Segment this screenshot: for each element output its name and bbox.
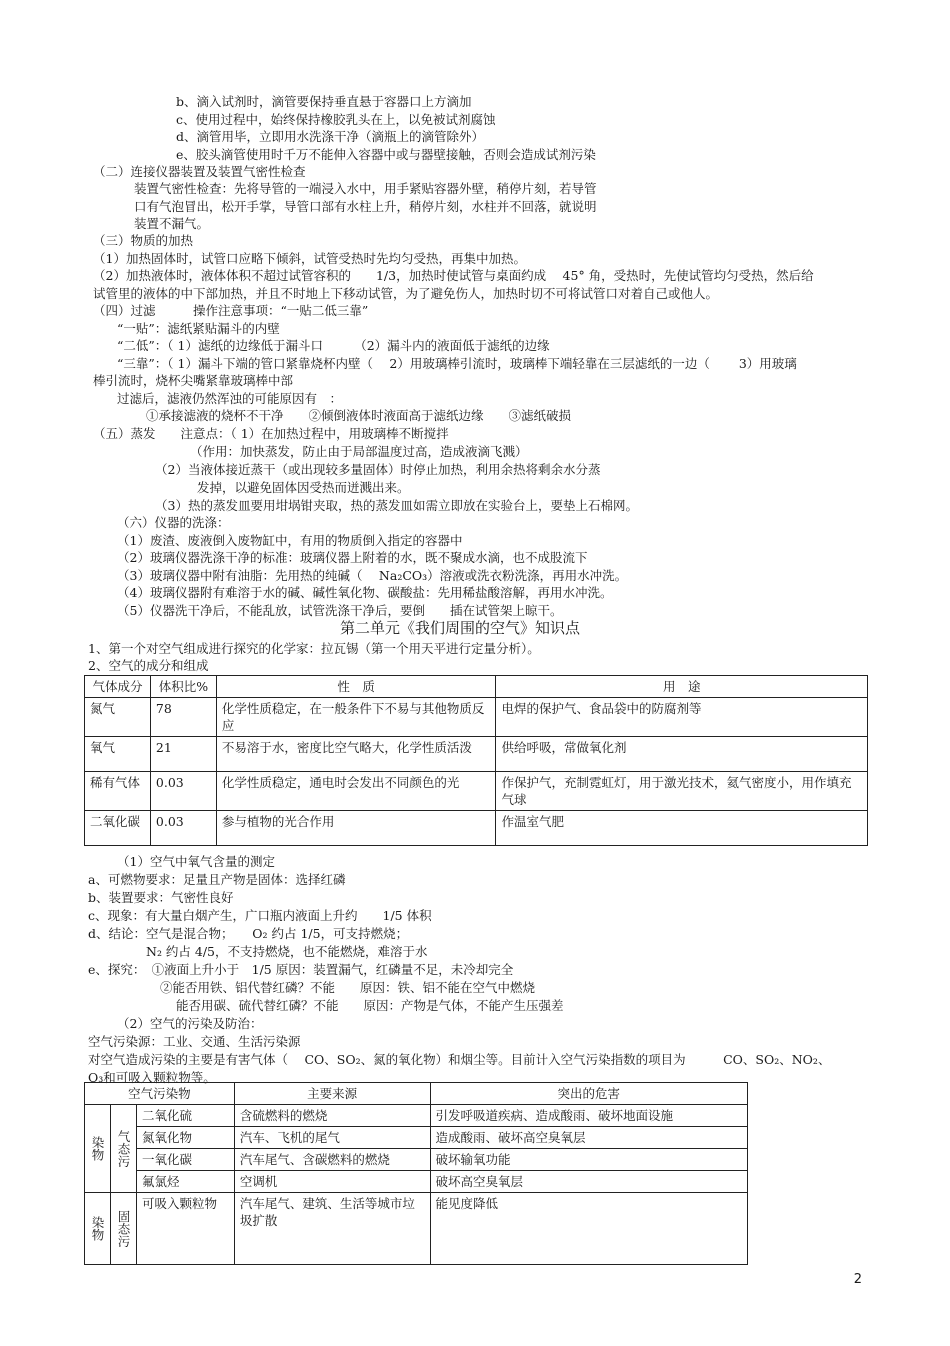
page-number: 2: [853, 1272, 862, 1287]
table-header-cell: 体积比%: [150, 676, 216, 698]
text-line: （1）加热固体时，试管口应略下倾斜，试管受热时先均匀受热，再集中加热。: [93, 251, 526, 266]
text-line: 发掉，以避免固体因受热而迸溅出来。: [197, 480, 410, 495]
text-line: 棒引流时，烧杯尖嘴紧靠玻璃棒中部: [93, 373, 294, 388]
text-line: （3）玻璃仪器中附有油脂：先用热的纯碱（ Na₂CO₃）溶液或洗衣粉洗涤，再用水冲洗。: [117, 568, 628, 583]
table-cell: 含硫燃料的燃烧: [234, 1105, 430, 1127]
table-cell: 作温室气肥: [496, 811, 868, 846]
table-cell: 氮氧化物: [136, 1127, 234, 1149]
text-line: 装置气密性检查：先将导管的一端浸入水中，用手紧贴容器外壁，稍停片刻，若导管: [134, 181, 597, 196]
text-line: （四）过滤 操作注意事项：“一贴二低三靠”: [93, 303, 369, 318]
table-cell: 氧气: [85, 737, 151, 772]
table-header-cell: 突出的危害: [430, 1083, 748, 1105]
text-line: e、探究： ①液面上升小于 1/5 原因：装置漏气，红磷量不足，未冷却完全: [88, 962, 514, 977]
text-line: 对空气造成污染的主要是有害气体（ CO、SO₂、氮的氧化物）和烟尘等。目前计入空气污染指数的项目为 CO、SO₂、NO₂、: [88, 1052, 831, 1067]
table-group-label: 固态污: [110, 1193, 136, 1265]
text-line: （作用：加快蒸发，防止由于局部温度过高，造成液滴飞溅）: [190, 444, 528, 459]
text-line: b、装置要求：气密性良好: [88, 890, 234, 905]
text-line: c、使用过程中，始终保持橡胶乳头在上，以免被试剂腐蚀: [176, 112, 496, 127]
pollution-table: [84, 1082, 748, 1265]
text-line: 2、空气的成分和组成: [88, 658, 209, 673]
table-header-cell: 性 质: [216, 676, 496, 698]
table-cell: 造成酸雨、破坏高空臭氧层: [430, 1127, 748, 1149]
text-line: d、滴管用毕，立即用水洗涤干净（滴瓶上的滴管除外）: [176, 129, 485, 144]
text-line: 装置不漏气。: [134, 216, 210, 231]
table-cell: 稀有气体: [85, 772, 151, 811]
text-line: 口有气泡冒出，松开手掌，导管口部有水柱上升，稍停片刻，水柱并不回落，就说明: [134, 199, 597, 214]
table-row: [85, 772, 868, 811]
text-line: 空气污染源：工业、交通、生活污染源: [88, 1034, 301, 1049]
table-row: [85, 1127, 748, 1149]
table-cell: 汽车、飞机的尾气: [234, 1127, 430, 1149]
table-cell: 氮气: [85, 698, 151, 737]
table-cell: 化学性质稳定，通电时会发出不同颜色的光: [216, 772, 496, 811]
text-line: （二）连接仪器装置及装置气密性检查: [93, 164, 306, 179]
table-header-cell: 用 途: [496, 676, 868, 698]
table-cell: 引发呼吸道疾病、造成酸雨、破坏地面设施: [430, 1105, 748, 1127]
text-line: （2）当液体接近蒸干（或出现较多量固体）时停止加热，利用余热将剩余水分蒸: [155, 462, 601, 477]
text-line: 过滤后，滤液仍然浑浊的可能原因有 ：: [117, 391, 343, 406]
table-cell: 不易溶于水，密度比空气略大，化学性质活泼: [216, 737, 496, 772]
text-line: “三靠”：（ 1）漏斗下端的管口紧靠烧杯内壁（ 2）用玻璃棒引流时，玻璃棒下端轻靠在三层滤纸的一边（ 3）用玻璃: [117, 356, 797, 371]
text-line: 试管里的液体的中下部加热，并且不时地上下移动试管，为了避免伤人，加热时切不可将试管口对着自己或他人。: [93, 286, 719, 301]
table-row: [85, 1105, 748, 1127]
table-header-cell: 气体成分: [85, 676, 151, 698]
text-line: a、可燃物要求：足量且产物是固体：选择红磷: [88, 872, 346, 887]
table-cell: 电焊的保护气、食品袋中的防腐剂等: [496, 698, 868, 737]
text-line: （1）空气中氧气含量的测定: [117, 854, 275, 869]
text-line: （2）空气的污染及防治：: [117, 1016, 263, 1031]
table-row: [85, 1149, 748, 1171]
table-group-label: 染物: [85, 1193, 111, 1265]
text-line: 1、第一个对空气组成进行探究的化学家：拉瓦锡（第一个用天平进行定量分析）。: [88, 641, 540, 656]
text-line: b、滴入试剂时，滴管要保持垂直悬于容器口上方滴加: [176, 94, 472, 109]
text-line: （2）玻璃仪器洗涤干净的标准：玻璃仪器上附着的水，既不聚成水滴，也不成股流下: [117, 550, 588, 565]
text-line: 能否用碳、硫代替红磷？不能 原因：产物是气体，不能产生压强差: [176, 998, 564, 1013]
table-header-row: [85, 676, 868, 698]
table-header-cell: 主要来源: [234, 1083, 430, 1105]
table-cell: 破坏输氧功能: [430, 1149, 748, 1171]
table-cell: 供给呼吸，常做氧化剂: [496, 737, 868, 772]
table-cell: 氟氯烃: [136, 1171, 234, 1193]
air-composition-table: [84, 675, 868, 846]
table-cell: 能见度降低: [430, 1193, 748, 1265]
table-cell: 参与植物的光合作用: [216, 811, 496, 846]
table-cell: 作保护气，充制霓虹灯，用于激光技术，氦气密度小，用作填充气球: [496, 772, 868, 811]
text-line: （三）物质的加热: [93, 233, 194, 248]
table-header-cell: 空气污染物: [85, 1083, 235, 1105]
table-row: [85, 811, 868, 846]
text-line: “二低”：（ 1）滤纸的边缘低于漏斗口 （2）漏斗内的液面低于滤纸的边缘: [117, 338, 550, 353]
text-line: N₂ 约占 4/5，不支持燃烧，也不能燃烧，难溶于水: [146, 944, 428, 959]
text-line: ①承接滤液的烧杯不干净 ②倾倒液体时液面高于滤纸边缘 ③滤纸破损: [146, 408, 572, 423]
text-line: （3）热的蒸发皿要用坩埚钳夹取，热的蒸发皿如需立即放在实验台上，要垫上石棉网。: [155, 498, 638, 513]
text-line: d、结论：空气是混合物； O₂ 约占 1/5，可支持燃烧；: [88, 926, 409, 941]
text-line: （五）蒸发 注意点：（ 1）在加热过程中，用玻璃棒不断搅拌: [93, 426, 449, 441]
table-cell: 二氧化硫: [136, 1105, 234, 1127]
table-cell: 21: [150, 737, 216, 772]
table-row: [85, 737, 868, 772]
table-cell: 化学性质稳定，在一般条件下不易与其他物质反应: [216, 698, 496, 737]
table-row: [85, 698, 868, 737]
unit-title: 第二单元《我们周围的空气》知识点: [340, 619, 581, 637]
text-line: （4）玻璃仪器附有难溶于水的碱、碱性氧化物、碳酸盐：先用稀盐酸溶解，再用水冲洗。: [117, 585, 613, 600]
table-cell: 可吸入颗粒物: [136, 1193, 234, 1265]
table-header-row: [85, 1083, 748, 1105]
table-cell: 一氧化碳: [136, 1149, 234, 1171]
table-group-label: 染物: [85, 1105, 111, 1193]
table-cell: 0.03: [150, 772, 216, 811]
table-cell: 汽车尾气、建筑、生活等城市垃圾扩散: [234, 1193, 430, 1265]
table-cell: 空调机: [234, 1171, 430, 1193]
table-cell: 二氧化碳: [85, 811, 151, 846]
text-line: “一贴”：滤纸紧贴漏斗的内壁: [117, 321, 280, 336]
table-row: [85, 1171, 748, 1193]
text-line: O₃和可吸入颗粒物等。: [88, 1070, 216, 1085]
text-line: （5）仪器洗干净后，不能乱放，试管洗涤干净后，要倒 插在试管架上晾干。: [117, 603, 563, 618]
text-line: ②能否用铁、铝代替红磷？不能 原因：铁、铝不能在空气中燃烧: [160, 980, 536, 995]
table-row: [85, 1193, 748, 1265]
table-group-label: 气态污: [110, 1105, 136, 1193]
text-line: （六）仪器的洗涤：: [117, 515, 230, 530]
text-line: e、胶头滴管使用时千万不能伸入容器中或与器壁接触，否则会造成试剂污染: [176, 147, 596, 162]
text-line: （1）废渣、废液倒入废物缸中，有用的物质倒入指定的容器中: [117, 533, 463, 548]
table-cell: 0.03: [150, 811, 216, 846]
text-line: c、现象：有大量白烟产生，广口瓶内液面上升约 1/5 体积: [88, 908, 432, 923]
text-line: （2）加热液体时，液体体积不超过试管容积的 1/3，加热时使试管与桌面约成 45° 角，受热时，先使试管均匀受热，然后给: [93, 268, 814, 283]
table-cell: 汽车尾气、含碳燃料的燃烧: [234, 1149, 430, 1171]
table-cell: 78: [150, 698, 216, 737]
table-cell: 破坏高空臭氧层: [430, 1171, 748, 1193]
